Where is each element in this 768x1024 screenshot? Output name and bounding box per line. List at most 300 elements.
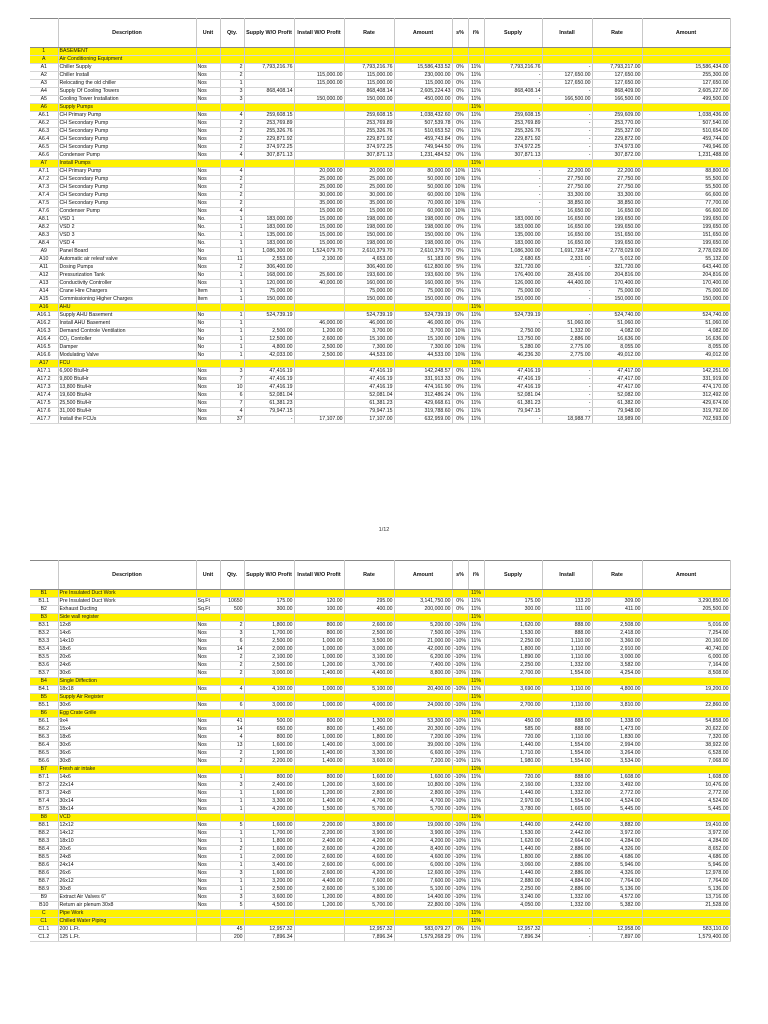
cell-rate: 6,000.00 [344,862,394,870]
cell-final-rate: 4,572.00 [592,894,642,902]
cell-qty: 3 [220,88,244,96]
cell-item-code: B8.1 [30,822,58,830]
cell-install-wo-profit [294,304,344,312]
cell-final-rate: 4,326.00 [592,846,642,854]
cell-qty: 2 [220,120,244,128]
cell-rate: 3,100.00 [344,654,394,662]
cell-supply: 3,690.00 [484,686,542,694]
cell-install: 16,650.00 [542,224,592,232]
cell-final-amount: 199,650.00 [642,240,730,248]
boq-table-page-1 [30,18,731,424]
cell-amount: 60,000.00 [394,208,452,216]
cell-final-amount: 524,740.00 [642,312,730,320]
cell-s-pct [452,360,468,368]
cell-qty: 4 [220,112,244,120]
cell-s-pct: -10% [453,870,467,877]
cell-s-pct: 0% [452,240,468,248]
cell-install [542,614,592,622]
cell-description: 14x6 [58,774,196,782]
cell-unit: No [196,352,220,360]
cell-install: 1,554.00 [542,798,592,806]
header-description: Description [58,561,196,590]
cell-item-code: B9 [30,894,58,902]
cell-supply: - [484,320,542,328]
cell-i-pct: 11% [468,710,484,718]
cell-rate [344,910,394,918]
cell-s-pct: -10% [453,806,467,813]
cell-qty: 3 [220,630,244,638]
cell-amount: 1,600.00 [394,774,452,782]
cell-rate: 229,871.92 [344,136,394,144]
cell-amount: 6,600.00 [394,750,452,758]
header-item-code [30,561,58,590]
cell-supply: 1,890.00 [484,654,542,662]
cell-unit: Nos [196,622,220,630]
cell-install-wo-profit: 120.00 [294,598,344,606]
cell-final-rate: 1,608.00 [592,774,642,782]
header-i-pct: i% [468,19,484,48]
cell-amount: 749,944.50 [394,144,452,152]
cell-install: 2,886.00 [542,870,592,878]
cell-rate: 255,326.76 [344,128,394,136]
cell-install: 166,500.00 [542,96,592,104]
cell-item-code: A1 [30,64,58,72]
cell-rate [344,48,394,56]
cell-unit: Nos [196,822,220,830]
cell-amount: 2,610,379.70 [394,248,452,256]
cell-install-wo-profit [294,614,344,622]
cell-install-wo-profit [294,288,344,296]
table-row [30,208,730,216]
cell-supply-wo-profit [244,96,294,104]
cell-install-wo-profit: 1,000.00 [294,686,344,694]
cell-unit [196,56,220,64]
cell-supply-wo-profit [244,360,294,368]
cell-supply-wo-profit: 1,900.00 [244,750,294,758]
cell-install-wo-profit [294,296,344,304]
cell-install-wo-profit: 1,200.00 [294,328,344,336]
header-final-rate: Rate [592,561,642,590]
cell-rate: 2,600.00 [344,622,394,630]
cell-description: 9,800 Btu/Hr [58,376,196,384]
cell-install: - [542,400,592,408]
table-row [30,742,730,750]
cell-description: 30x6 [58,670,196,678]
cell-amount: 4,700.00 [394,798,452,806]
cell-unit [196,814,220,822]
cell-supply: 183,000.00 [484,240,542,248]
cell-s-pct: 0% [452,926,468,934]
cell-description: 13,800 Btu/Hr [58,384,196,392]
cell-supply-wo-profit: 47,416.19 [244,384,294,392]
cell-description: 30x14 [58,798,196,806]
cell-description: 38x14 [58,806,196,814]
cell-rate: 3,300.00 [344,750,394,758]
cell-qty: 1 [220,288,244,296]
cell-install-wo-profit: 1,400.00 [294,798,344,806]
cell-install [542,766,592,774]
cell-supply: 1,800.00 [484,854,542,862]
cell-final-amount: 127,650.00 [642,80,730,88]
cell-description: Chiller Install [58,72,196,80]
cell-unit: Nos [196,902,220,910]
table-row [30,638,730,646]
table-row [30,782,730,790]
cell-i-pct: 11% [468,200,484,208]
cell-description: Commissioning Higher Charges [58,296,196,304]
cell-unit [196,590,220,598]
cell-qty: 1 [220,280,244,288]
cell-supply-wo-profit: 1,600.00 [244,846,294,854]
cell-unit: Nos [196,368,220,376]
cell-install-wo-profit [294,368,344,376]
cell-i-pct [468,56,484,64]
cell-install-wo-profit: 115,000.00 [294,80,344,88]
cell-supply: - [484,96,542,104]
table-row [30,878,730,886]
cell-s-pct: -10% [453,846,467,853]
cell-supply-wo-profit: 2,553.00 [244,256,294,264]
table-row [30,614,730,622]
cell-supply-wo-profit: 255,326.76 [244,128,294,136]
cell-s-pct: -10% [453,774,467,781]
cell-supply: 1,620.00 [484,622,542,630]
cell-rate: 150,000.00 [344,296,394,304]
cell-i-pct: 11% [468,654,484,662]
cell-final-amount: 1,579,400.00 [642,934,730,942]
cell-final-rate: 253,770.00 [592,120,642,128]
cell-qty: 1 [220,806,244,814]
cell-final-amount: 15,586,434.00 [642,64,730,72]
cell-s-pct: 0% [452,400,468,408]
cell-s-pct [452,710,468,718]
cell-item-code: A16.3 [30,328,58,336]
cell-install-wo-profit: 1,400.00 [294,742,344,750]
cell-i-pct: 11% [468,774,484,782]
table-row [30,176,730,184]
cell-install: - [542,368,592,376]
cell-install-wo-profit [294,360,344,368]
cell-final-rate: 3,972.00 [592,830,642,838]
cell-s-pct: 0% [452,368,468,376]
cell-supply-wo-profit [244,184,294,192]
cell-i-pct: 11% [468,176,484,184]
table-row [30,184,730,192]
cell-rate [344,160,394,168]
cell-final-amount: 312,492.00 [642,392,730,400]
table-row [30,72,730,80]
cell-description: 20x6 [58,846,196,854]
table-row [30,822,730,830]
cell-i-pct: 11% [468,694,484,702]
header-final-rate: Rate [592,19,642,48]
cell-amount: 53,300.00 [394,718,452,726]
cell-supply-wo-profit: 61,381.23 [244,400,294,408]
cell-qty: 1 [220,80,244,88]
cell-install: 38,850.00 [542,200,592,208]
cell-amount: 70,000.00 [394,200,452,208]
cell-supply: 2,250.00 [484,662,542,670]
cell-s-pct: -10% [453,662,467,669]
cell-final-amount: 1,038,436.00 [642,112,730,120]
cell-rate: 193,600.00 [344,272,394,280]
cell-qty: 2 [220,670,244,678]
cell-final-amount: 1,608.00 [642,774,730,782]
table-row [30,64,730,72]
cell-install-wo-profit: 30,000.00 [294,192,344,200]
cell-item-code: A4 [30,88,58,96]
cell-qty: 6 [220,392,244,400]
cell-supply-wo-profit: 800.00 [244,774,294,782]
cell-rate: 79,947.15 [344,408,394,416]
cell-final-amount: 255,300.00 [642,72,730,80]
cell-item-code: B3.1 [30,622,58,630]
cell-install-wo-profit: 800.00 [294,774,344,782]
cell-supply-wo-profit: 800.00 [244,734,294,742]
cell-rate: 1,600.00 [344,774,394,782]
cell-install: - [542,64,592,72]
cell-i-pct: 11% [468,96,484,104]
cell-i-pct: 11% [468,734,484,742]
cell-supply-wo-profit [244,160,294,168]
cell-supply-wo-profit: 2,500.00 [244,886,294,894]
cell-supply [484,56,542,64]
cell-s-pct: -10% [453,718,467,725]
header-s-pct: s% [452,561,468,590]
table-row [30,798,730,806]
cell-description: 19,600 Btu/Hr [58,392,196,400]
cell-i-pct: 11% [468,288,484,296]
cell-final-amount: 319,792.00 [642,408,730,416]
table-row [30,88,730,96]
cell-description: Chiller Supply [58,64,196,72]
cell-rate: 25,000.00 [344,176,394,184]
cell-qty: 1 [220,774,244,782]
cell-final-rate: 307,872.00 [592,152,642,160]
table-header-row [30,19,730,48]
cell-rate: 5,100.00 [344,686,394,694]
cell-install: 1,110.00 [542,686,592,694]
cell-s-pct: -10% [453,734,467,741]
cell-amount: 524,739.19 [394,312,452,320]
cell-item-code: B6.4 [30,742,58,750]
cell-i-pct: 11% [468,894,484,902]
table-row [30,758,730,766]
cell-rate: 4,000.00 [344,702,394,710]
table-row [30,320,730,328]
cell-supply-wo-profit: 650.00 [244,726,294,734]
header-amount: Amount [394,561,452,590]
cell-item-code: B7.3 [30,790,58,798]
cell-i-pct: 11% [468,376,484,384]
cell-install-wo-profit [294,48,344,56]
cell-install-wo-profit: 1,000.00 [294,702,344,710]
cell-i-pct: 11% [468,598,484,606]
cell-supply: 259,608.15 [484,112,542,120]
cell-item-code: A8.2 [30,224,58,232]
cell-item-code: A6.3 [30,128,58,136]
cell-install-wo-profit: 15,000.00 [294,208,344,216]
cell-supply-wo-profit [244,814,294,822]
cell-item-code: A6.4 [30,136,58,144]
cell-unit [196,48,220,56]
cell-description: Supply Pumps [58,104,196,112]
cell-i-pct: 11% [468,814,484,822]
cell-qty: 1 [220,320,244,328]
cell-final-amount: 55,500.00 [642,176,730,184]
cell-final-rate: 4,254.00 [592,670,642,678]
cell-s-pct: 0% [452,320,468,328]
cell-amount: 198,000.00 [394,224,452,232]
cell-final-rate: 7,764.00 [592,878,642,886]
cell-install: 1,110.00 [542,734,592,742]
cell-item-code: B1.1 [30,598,58,606]
cell-i-pct: 11% [468,408,484,416]
cell-supply-wo-profit: 1,600.00 [244,822,294,830]
cell-description: Supply AHU Basement [58,312,196,320]
cell-supply: 1,440.00 [484,790,542,798]
cell-item-code: A5 [30,96,58,104]
cell-final-rate: 18,989.00 [592,416,642,424]
cell-amount: 50,000.00 [394,176,452,184]
table-row [30,686,730,694]
cell-final-amount: 54,858.00 [642,718,730,726]
cell-final-amount [642,360,730,368]
cell-install [542,360,592,368]
cell-final-rate: 7,793,217.00 [592,64,642,72]
cell-qty: 1 [220,216,244,224]
cell-amount: 115,000.00 [394,80,452,88]
cell-final-rate: 47,417.00 [592,368,642,376]
cell-i-pct: 11% [468,886,484,894]
cell-qty: 2 [220,758,244,766]
cell-supply-wo-profit: 1,700.00 [244,830,294,838]
cell-item-code: B3 [30,614,58,622]
cell-amount: 50,000.00 [394,184,452,192]
cell-supply: 1,440.00 [484,822,542,830]
cell-i-pct: 11% [468,136,484,144]
cell-item-code: A7.2 [30,176,58,184]
cell-final-rate: 204,816.00 [592,272,642,280]
cell-install-wo-profit: 1,000.00 [294,638,344,646]
cell-unit: Nos [196,870,220,878]
cell-s-pct [452,814,468,822]
cell-unit: Nos [196,662,220,670]
cell-s-pct [452,766,468,774]
cell-final-rate: 4,800.00 [592,686,642,694]
cell-i-pct: 11% [468,416,484,424]
cell-final-amount: 19,200.00 [642,686,730,694]
cell-i-pct: 11% [468,838,484,846]
table-row [30,328,730,336]
cell-item-code: B8.7 [30,878,58,886]
cell-amount [394,104,452,112]
cell-install-wo-profit [294,120,344,128]
cell-s-pct: 0% [452,296,468,304]
cell-qty: 6 [220,638,244,646]
cell-install [542,160,592,168]
table-row [30,662,730,670]
cell-item-code: B8.4 [30,846,58,854]
cell-install-wo-profit [294,136,344,144]
cell-supply-wo-profit [244,320,294,328]
cell-final-rate: 61,382.00 [592,400,642,408]
cell-unit [196,360,220,368]
cell-final-amount: 2,772.00 [642,790,730,798]
cell-supply: 183,000.00 [484,216,542,224]
cell-qty [220,48,244,56]
cell-supply [484,304,542,312]
table-row [30,902,730,910]
cell-qty: 500 [220,606,244,614]
cell-final-amount [642,104,730,112]
cell-qty: 4 [220,686,244,694]
cell-final-rate: 199,650.00 [592,216,642,224]
cell-final-rate: 229,872.00 [592,136,642,144]
cell-description: Side wall register [58,614,196,622]
cell-install-wo-profit: 2,600.00 [294,336,344,344]
cell-final-amount: 199,650.00 [642,216,730,224]
cell-item-code: A7 [30,160,58,168]
cell-i-pct: 11% [468,152,484,160]
cell-description: Install AHU Basement [58,320,196,328]
cell-final-rate: 79,948.00 [592,408,642,416]
cell-rate: 46,000.00 [344,320,394,328]
cell-item-code: B6.6 [30,758,58,766]
cell-qty: 2 [220,192,244,200]
cell-final-rate: 47,417.00 [592,376,642,384]
cell-final-amount: 2,605,227.00 [642,88,730,96]
cell-rate: 25,000.00 [344,184,394,192]
cell-supply: 175.00 [484,598,542,606]
cell-supply-wo-profit: 253,769.89 [244,120,294,128]
cell-i-pct: 11% [468,312,484,320]
cell-item-code: A [30,56,58,64]
cell-supply: 126,000.00 [484,280,542,288]
cell-supply: 321,720.00 [484,264,542,272]
cell-install-wo-profit: 2,600.00 [294,886,344,894]
cell-install: 1,332.00 [542,902,592,910]
cell-item-code: A6 [30,104,58,112]
cell-amount: 5,700.00 [394,806,452,814]
cell-description: CH Secondary Pump [58,200,196,208]
cell-supply-wo-profit [244,590,294,598]
cell-rate: 3,700.00 [344,328,394,336]
cell-unit [196,910,220,918]
cell-qty: 10650 [220,598,244,606]
cell-qty: 10 [220,384,244,392]
cell-install-wo-profit [294,766,344,774]
cell-rate: 4,200.00 [344,838,394,846]
cell-final-amount: 13,716.00 [642,894,730,902]
cell-qty: 3 [220,368,244,376]
cell-description: Pre Insulated Duct Work [58,590,196,598]
cell-final-amount: 66,600.00 [642,208,730,216]
cell-supply: 720.00 [484,734,542,742]
cell-s-pct: 0% [452,120,468,128]
cell-description: Single Diffection [58,678,196,686]
cell-install [542,48,592,56]
cell-qty: 2 [220,750,244,758]
cell-rate [344,614,394,622]
cell-install-wo-profit [294,144,344,152]
cell-description: Extract Air Valves 6" [58,894,196,902]
cell-amount: 198,000.00 [394,216,452,224]
cell-final-rate: 16,650.00 [592,208,642,216]
cell-s-pct: 0% [452,216,468,224]
cell-s-pct [452,678,468,686]
table-row [30,630,730,638]
